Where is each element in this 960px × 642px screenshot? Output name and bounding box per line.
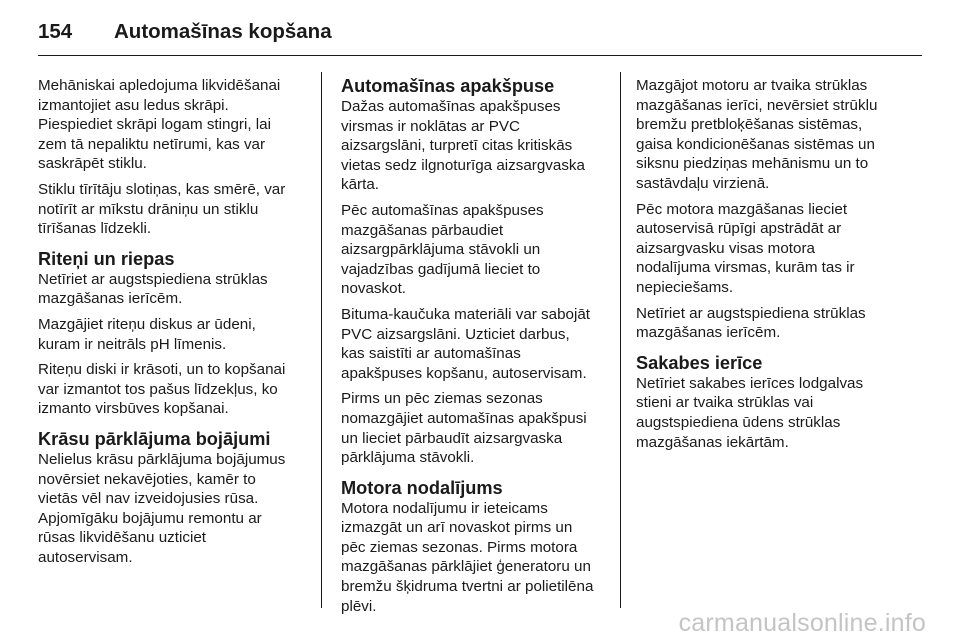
text-line: mazgāšanas iekārtām. bbox=[636, 433, 789, 451]
text-line: Netīriet sakabes ierīces lodgalvas bbox=[636, 374, 864, 392]
text-line: apakšpuses kopšanu, autoservisam. bbox=[341, 364, 587, 382]
text-line: Dažas automašīnas apakšpuses bbox=[341, 98, 561, 115]
paragraph-wax-treatment bbox=[636, 200, 908, 298]
text-line: Motora nodalījumu ir ieteicams bbox=[341, 499, 548, 517]
text-line: Mehāniskai apledojuma likvidēšanai bbox=[38, 77, 281, 94]
text-line: pēc ziemas sezonas. Pirms motora bbox=[341, 538, 578, 556]
column-1 bbox=[38, 76, 310, 573]
text-line: mazgāšanas ierīcēm. bbox=[38, 290, 183, 308]
text-line: vietas sedz ilgnoturīga aizsargvaska bbox=[341, 156, 585, 174]
text-line: Riteņu diski ir krāsoti, un to kopšanai bbox=[38, 361, 286, 379]
heading-paint-damage: Krāsu pārklājuma bojājumi bbox=[38, 428, 271, 449]
text-line: zem tā nepaliktu netīrumi, kas var bbox=[38, 135, 266, 153]
paragraph-paint-damage bbox=[38, 450, 310, 568]
text-line: Pēc automašīnas apakšpuses bbox=[341, 201, 544, 219]
text-line: saskrāpēt stiklu. bbox=[38, 155, 147, 173]
text-line: nomazgājiet automašīnas apakšpusi bbox=[341, 409, 587, 427]
text-line: Mazgājot motoru ar tvaika strūklas bbox=[636, 77, 868, 94]
text-line: kārta. bbox=[341, 176, 379, 194]
text-line: Netīriet ar augstspiediena strūklas bbox=[38, 270, 268, 288]
paragraph-no-pressure-wash bbox=[636, 304, 908, 343]
text-line: mazgāšanas ierīci, nevērsiet strūklu bbox=[636, 96, 878, 114]
heading-engine-compartment: Motora nodalījums bbox=[341, 477, 503, 498]
text-line: aizsargvasku visas motora bbox=[636, 239, 815, 257]
paragraph-underbody-2 bbox=[341, 201, 606, 299]
text-line: Netīriet ar augstspiediena strūklas bbox=[636, 304, 866, 322]
text-line: Nelielus krāsu pārklājuma bojājumus bbox=[38, 450, 286, 468]
text-line: nepieciešams. bbox=[636, 278, 734, 296]
text-line: vietās vēl nav izveidojusies rūsa. bbox=[38, 490, 259, 508]
watermark: carmanualsonline.info bbox=[678, 609, 926, 637]
text-line: Piespiediet skrāpi logam stingri, lai bbox=[38, 116, 271, 134]
text-line: augstspiediena ūdens strūklas bbox=[636, 413, 841, 431]
text-line: PVC aizsargslāni. Uzticiet darbus, bbox=[341, 325, 570, 343]
text-line: sastāvdaļu virzienā. bbox=[636, 174, 770, 192]
text-line: virsmas ir noklātas ar PVC bbox=[341, 117, 520, 135]
text-line: mazgāšanas pārklājiet ģeneratoru un bbox=[341, 558, 591, 576]
text-line: Pēc motora mazgāšanas lieciet bbox=[636, 200, 848, 218]
paragraph-engine-compartment bbox=[341, 499, 606, 617]
text-line: Bituma-kaučuka materiāli var sabojāt bbox=[341, 305, 591, 323]
text-line: notīrīt ar mīkstu drāniņu un stiklu bbox=[38, 200, 259, 218]
page-number: 154 bbox=[38, 20, 73, 43]
text-line: aizsargslāni, turpretī citas kritiskās bbox=[341, 137, 573, 155]
paragraph-ice-scraper bbox=[38, 76, 310, 174]
text-line: bremžu šķidruma tvertni ar polietilēna bbox=[341, 578, 594, 596]
paragraph-steam-wash bbox=[636, 76, 908, 194]
column-divider-1 bbox=[321, 72, 322, 608]
text-line: rūsas likvidēšanu uzticiet bbox=[38, 529, 206, 547]
heading-wheels-tyres: Riteņi un riepas bbox=[38, 248, 175, 269]
paragraph-underbody-4 bbox=[341, 389, 606, 467]
text-line: aizsargpārklājuma stāvokli un bbox=[341, 241, 541, 259]
text-line: var izmantot tos pašus līdzekļus, ko bbox=[38, 380, 278, 398]
text-line: kuram ir neitrāls pH līmenis. bbox=[38, 335, 227, 353]
page-title: Automašīnas kopšana bbox=[114, 20, 332, 43]
text-line: novaskot. bbox=[341, 280, 407, 298]
text-line: Apjomīgāku bojājumu remontu ar bbox=[38, 509, 262, 527]
text-line: Stiklu tīrītāju slotiņas, kas smērē, var bbox=[38, 180, 286, 198]
text-line: autoservisam. bbox=[38, 548, 133, 566]
text-line: mazgāšanas pārbaudiet bbox=[341, 221, 504, 239]
text-line: nodalījuma virsmas, kurām tas ir bbox=[636, 259, 855, 277]
paragraph-wheels-2 bbox=[38, 315, 310, 354]
column-2 bbox=[341, 76, 606, 622]
paragraph-towing-device bbox=[636, 374, 908, 452]
paragraph-wheels-1 bbox=[38, 270, 310, 309]
text-line: bremžu pretbloķēšanas sistēmas, bbox=[636, 116, 863, 134]
paragraph-underbody-3 bbox=[341, 305, 606, 383]
column-3 bbox=[636, 76, 908, 458]
text-line: stieni ar tvaika strūklas vai bbox=[636, 394, 814, 412]
heading-underbody: Automašīnas apakšpuse bbox=[341, 76, 555, 96]
text-line: izmantojiet asu ledus skrāpi. bbox=[38, 96, 229, 114]
text-line: autoservisā rūpīgi apstrādāt ar bbox=[636, 220, 842, 238]
page-header bbox=[38, 20, 332, 50]
paragraph-wiper-blades bbox=[38, 180, 310, 239]
text-line: gaisa kondicionēšanas sistēmas un bbox=[636, 135, 875, 153]
text-line: vajadzības gadījumā lieciet to bbox=[341, 260, 541, 278]
paragraph-underbody-1 bbox=[341, 97, 606, 195]
text-line: kas saistīti ar automašīnas bbox=[341, 345, 521, 363]
column-divider-2 bbox=[620, 72, 621, 608]
text-line: pārklājuma stāvokli. bbox=[341, 449, 475, 467]
heading-towing-device: Sakabes ierīce bbox=[636, 352, 763, 373]
text-line: tīrīšanas līdzekli. bbox=[38, 220, 152, 238]
text-line: mazgāšanas ierīcēm. bbox=[636, 324, 781, 342]
text-line: plēvi. bbox=[341, 597, 377, 615]
text-line: izmazgāt un arī novaskot pirms un bbox=[341, 519, 573, 537]
text-line: siksnu piedziņas mehānismu un to bbox=[636, 155, 869, 173]
paragraph-wheels-3 bbox=[38, 360, 310, 419]
header-rule bbox=[38, 55, 922, 56]
text-line: novērsiet nekavējoties, kamēr to bbox=[38, 470, 256, 488]
text-line: Mazgājiet riteņu diskus ar ūdeni, bbox=[38, 315, 256, 333]
text-line: un lieciet pārbaudīt aizsargvaska bbox=[341, 429, 563, 447]
text-line: Pirms un pēc ziemas sezonas bbox=[341, 390, 543, 408]
text-line: izmanto virsbūves kopšanai. bbox=[38, 400, 229, 418]
